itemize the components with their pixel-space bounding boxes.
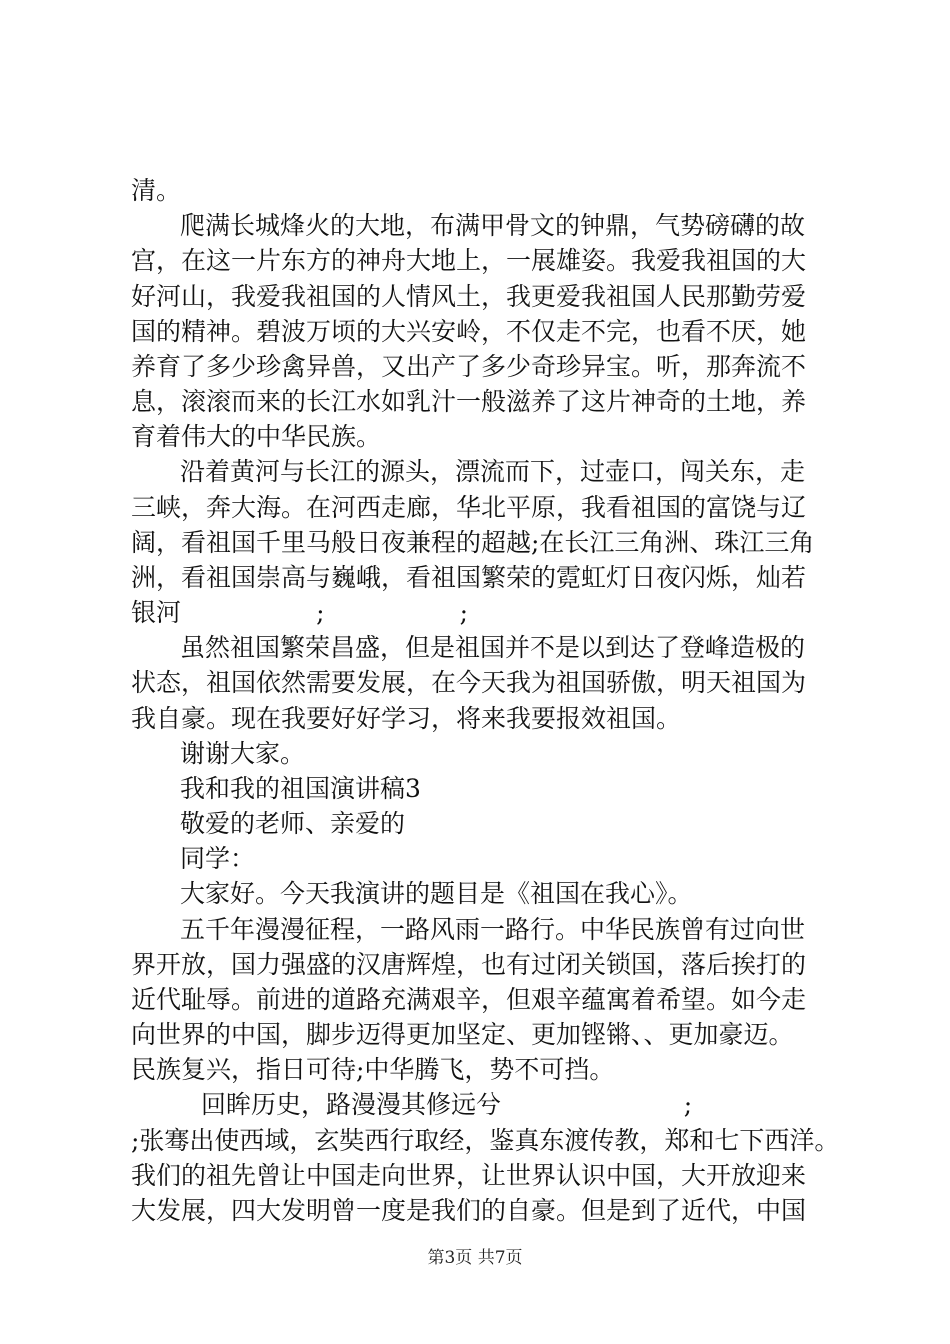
text-line: 洲，看祖国崇高与巍峨，看祖国繁荣的霓虹灯日夜闪烁，灿若: [131, 563, 807, 592]
text-line: 清。: [131, 176, 182, 205]
text-line: 五千年漫漫征程，一路风雨一路行。中华民族曾有过向世: [180, 915, 806, 944]
text-line: 宫，在这一片东方的神舟大地上，一展雄姿。我爱我祖国的大: [131, 246, 807, 275]
text-line: 好河山，我爱我祖国的人情风土，我更爱我祖国人民那勤劳爱: [131, 282, 807, 311]
text-line: 银河 ; ;: [131, 598, 469, 627]
text-line: 国的精神。碧波万顷的大兴安岭，不仅走不完，也看不厌，她: [131, 317, 807, 346]
text-line: 我自豪。现在我要好好学习，将来我要报效祖国。: [131, 704, 682, 733]
text-line: 阔，看祖国千里马般日夜兼程的超越;在长江三角洲、珠江三角: [131, 528, 815, 557]
text-line: 虽然祖国繁荣昌盛，但是祖国并不是以到达了登峰造极的: [180, 633, 806, 662]
text-line: 育着伟大的中华民族。: [131, 422, 382, 451]
text-line: 状态，祖国依然需要发展，在今天我为祖国骄傲，明天祖国为: [131, 668, 807, 697]
text-line: 沿着黄河与长江的源头，漂流而下，过壶口，闯关东，走: [180, 457, 806, 486]
text-line: 我们的祖先曾让中国走向世界，让世界认识中国，大开放迎来: [131, 1161, 807, 1190]
text-line: ;张骞出使西域，玄奘西行取经，鉴真东渡传教，郑和七下西洋。: [131, 1126, 840, 1155]
text-line: 民族复兴，指日可待;中华腾飞，势不可挡。: [131, 1055, 615, 1084]
text-line: 敬爱的老师、亲爱的: [180, 809, 406, 838]
text-line: 大发展，四大发明曾一度是我们的自豪。但是到了近代，中国: [131, 1196, 807, 1225]
text-line: 谢谢大家。: [180, 739, 306, 768]
text-line: 息，滚滚而来的长江水如乳汁一般滋养了这片神奇的土地，养: [131, 387, 807, 416]
section-heading: 我和我的祖国演讲稿3: [180, 774, 421, 803]
text-line: 爬满长城烽火的大地，布满甲骨文的钟鼎，气势磅礴的故: [180, 211, 806, 240]
page-footer: 第3页 共7页: [427, 1248, 523, 1268]
text-line: 界开放，国力强盛的汉唐辉煌，也有过闭关锁国，落后挨打的: [131, 950, 807, 979]
text-line: 近代耻辱。前进的道路充满艰辛，但艰辛蕴寓着希望。如今走: [131, 985, 807, 1014]
text-line: 养育了多少珍禽异兽，又出产了多少奇珍异宝。听，那奔流不: [131, 352, 807, 381]
text-line: 三峡，奔大海。在河西走廊，华北平原，我看祖国的富饶与辽: [131, 493, 807, 522]
text-line: 向世界的中国，脚步迈得更加坚定、更加铿锵、、更加豪迈。: [131, 1020, 794, 1049]
text-line: 回眸历史，路漫漫其修远兮 ;: [201, 1090, 693, 1119]
text-line: 同学：: [180, 844, 256, 873]
text-line: 大家好。今天我演讲的题目是《祖国在我心》。: [180, 879, 693, 908]
